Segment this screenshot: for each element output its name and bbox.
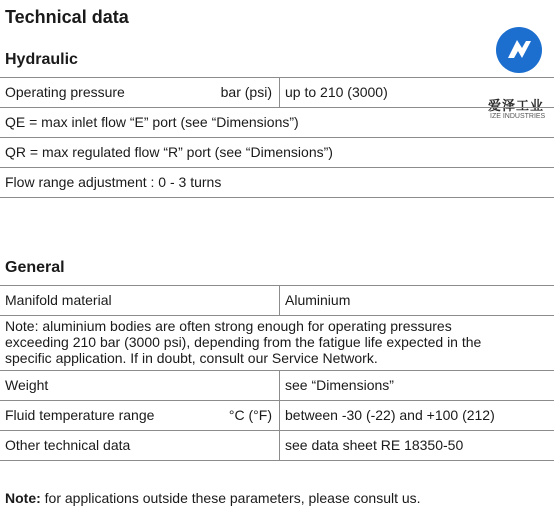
- note-line: exceeding 210 bar (3000 psi), depending from the fatigue life expected in the: [5, 334, 482, 350]
- row-label: Operating pressure: [5, 84, 125, 100]
- column-divider: [279, 78, 280, 107]
- footnote-text: for applications outside these parameters, please consult us.: [40, 490, 421, 506]
- table-row: [0, 371, 554, 401]
- row-label: Fluid temperature range: [5, 407, 155, 423]
- note-line: Note: aluminium bodies are often strong enough for operating pressures: [5, 318, 452, 334]
- table-row: [0, 78, 554, 108]
- note-line: specific application. If in doubt, consult our Service Network.: [5, 350, 378, 366]
- ize-logo-icon: [495, 26, 543, 74]
- table-row: [0, 431, 554, 461]
- logo-english-text: IZE INDUSTRIES: [490, 113, 546, 120]
- row-label: Manifold material: [5, 292, 112, 308]
- hydraulic-table: [0, 77, 554, 198]
- row-unit: °C (°F): [228, 407, 272, 423]
- column-divider: [279, 371, 280, 400]
- column-divider: [279, 286, 280, 315]
- table-row: [0, 286, 554, 316]
- table-row: [0, 168, 554, 198]
- page-title: Technical data: [5, 7, 129, 27]
- row-label: QE = max inlet flow “E” port (see “Dimensions”): [5, 114, 299, 130]
- row-label: Flow range adjustment : 0 - 3 turns: [5, 174, 222, 190]
- column-divider: [279, 431, 280, 460]
- table-row: [0, 401, 554, 431]
- hydraulic-heading: Hydraulic: [5, 51, 78, 68]
- general-heading: General: [5, 259, 65, 276]
- row-value: Aluminium: [285, 292, 351, 308]
- row-label: Other technical data: [5, 437, 131, 453]
- footnote-bold: Note:: [5, 490, 41, 506]
- general-table: [0, 285, 554, 461]
- column-divider: [279, 401, 280, 430]
- row-value: see “Dimensions”: [285, 377, 394, 393]
- note-cell: [0, 316, 554, 371]
- row-label: Weight: [5, 377, 49, 393]
- table-row: [0, 108, 554, 138]
- row-unit: bar (psi): [220, 84, 272, 100]
- note-text: [5, 318, 545, 366]
- logo-chinese-text: 爱泽工业: [488, 98, 545, 113]
- footnote: [5, 489, 421, 507]
- row-value: between -30 (-22) and +100 (212): [285, 407, 495, 423]
- row-value: see data sheet RE 18350-50: [285, 437, 464, 453]
- table-row: [0, 138, 554, 168]
- row-label: QR = max regulated flow “R” port (see “Dimensions”): [5, 144, 333, 160]
- row-value: up to 210 (3000): [285, 84, 388, 100]
